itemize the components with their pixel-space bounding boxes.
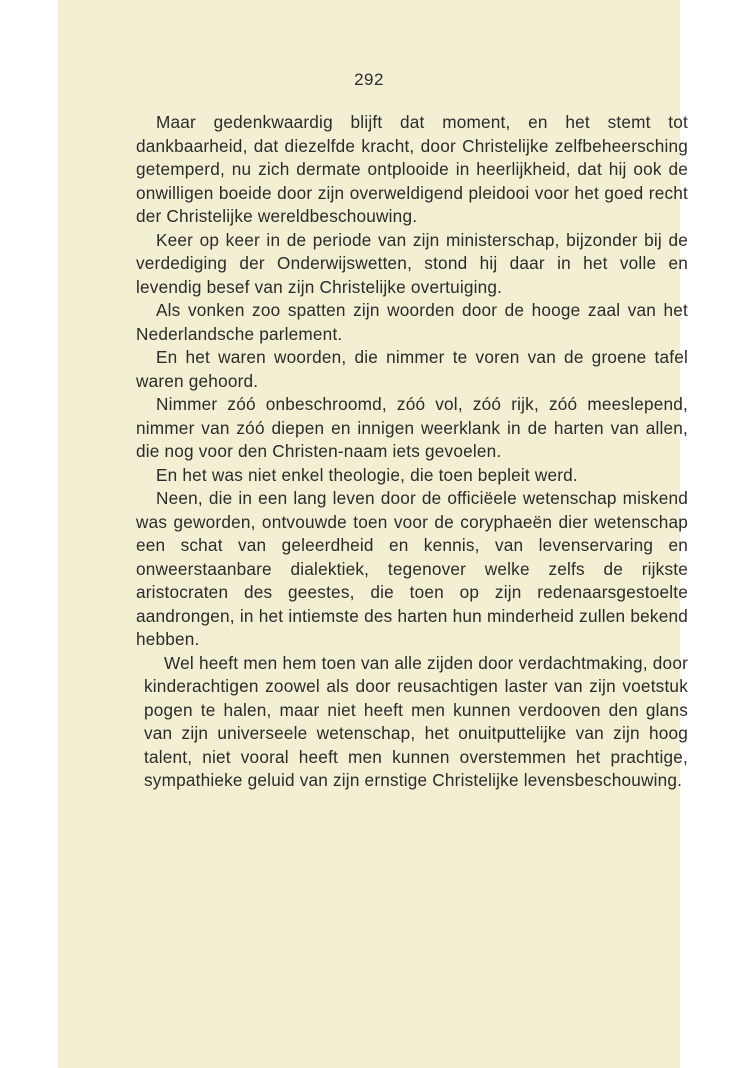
paragraph: Wel heeft men hem toen van alle zijden door verdachtmaking, door kinderachtigen zoowel als door reusachtigen laster van zijn voetstuk pogen te halen, maar niet heeft men kunnen verdooven den glans van zijn universeele wetenschap, het onuitputtelijke van zijn hoog talent, niet vooral heeft men kunnen overstemmen het prachtige, sympathieke geluid van zijn ernstige Christelijke levensbeschouwing. — [144, 652, 688, 790]
paragraph: Als vonken zoo spatten zijn woorden door de hooge zaal van het Nederlandsche parlement. — [136, 300, 688, 344]
paragraph: Maar gedenkwaardig blijft dat moment, en het stemt tot dankbaarheid, dat diezelfde kracht, door Christelijke zelfbeheersching getemperd, nu zich dermate ontplooide in heerlijkheid, dat hij ook de onwilligen boeide door zijn overweldigend pleidooi voor het goed recht der Christelijke wereldbeschouwing. — [136, 112, 688, 226]
book-page — [58, 0, 688, 1068]
paragraph: Keer op keer in de periode van zijn ministerschap, bijzonder bij de verdediging der Onderwijswetten, stond hij daar in het volle en levendig besef van zijn Christelijke overtuiging. — [136, 229, 688, 297]
paragraph: En het was niet enkel theologie, die toen bepleit werd. — [156, 464, 578, 485]
paragraph: En het waren woorden, die nimmer te voren van de groene tafel waren gehoord. — [136, 347, 688, 391]
paragraph: Neen, die in een lang leven door de officiëele wetenschap miskend was geworden, ontvouwde toen voor de coryphaeën dier wetenschap een schat van geleerdheid en kennis, van levenservaring en onweerstaanbare dialektiek, tegenover welke zelfs de rijkste aristocraten des geestes, die toen op zijn redenaarsgestoelte aandrongen, in het intiemste des harten hun minderheid zullen bekend hebben. — [136, 488, 688, 649]
body-text — [136, 111, 688, 793]
page-number: 292 — [354, 70, 384, 89]
paragraph: Nimmer zóó onbeschroomd, zóó vol, zóó rijk, zóó meeslepend, nimmer van zóó diepen en innigen weerklank in de harten van allen, die nog voor den Christen-naam iets gevoelen. — [136, 394, 688, 461]
